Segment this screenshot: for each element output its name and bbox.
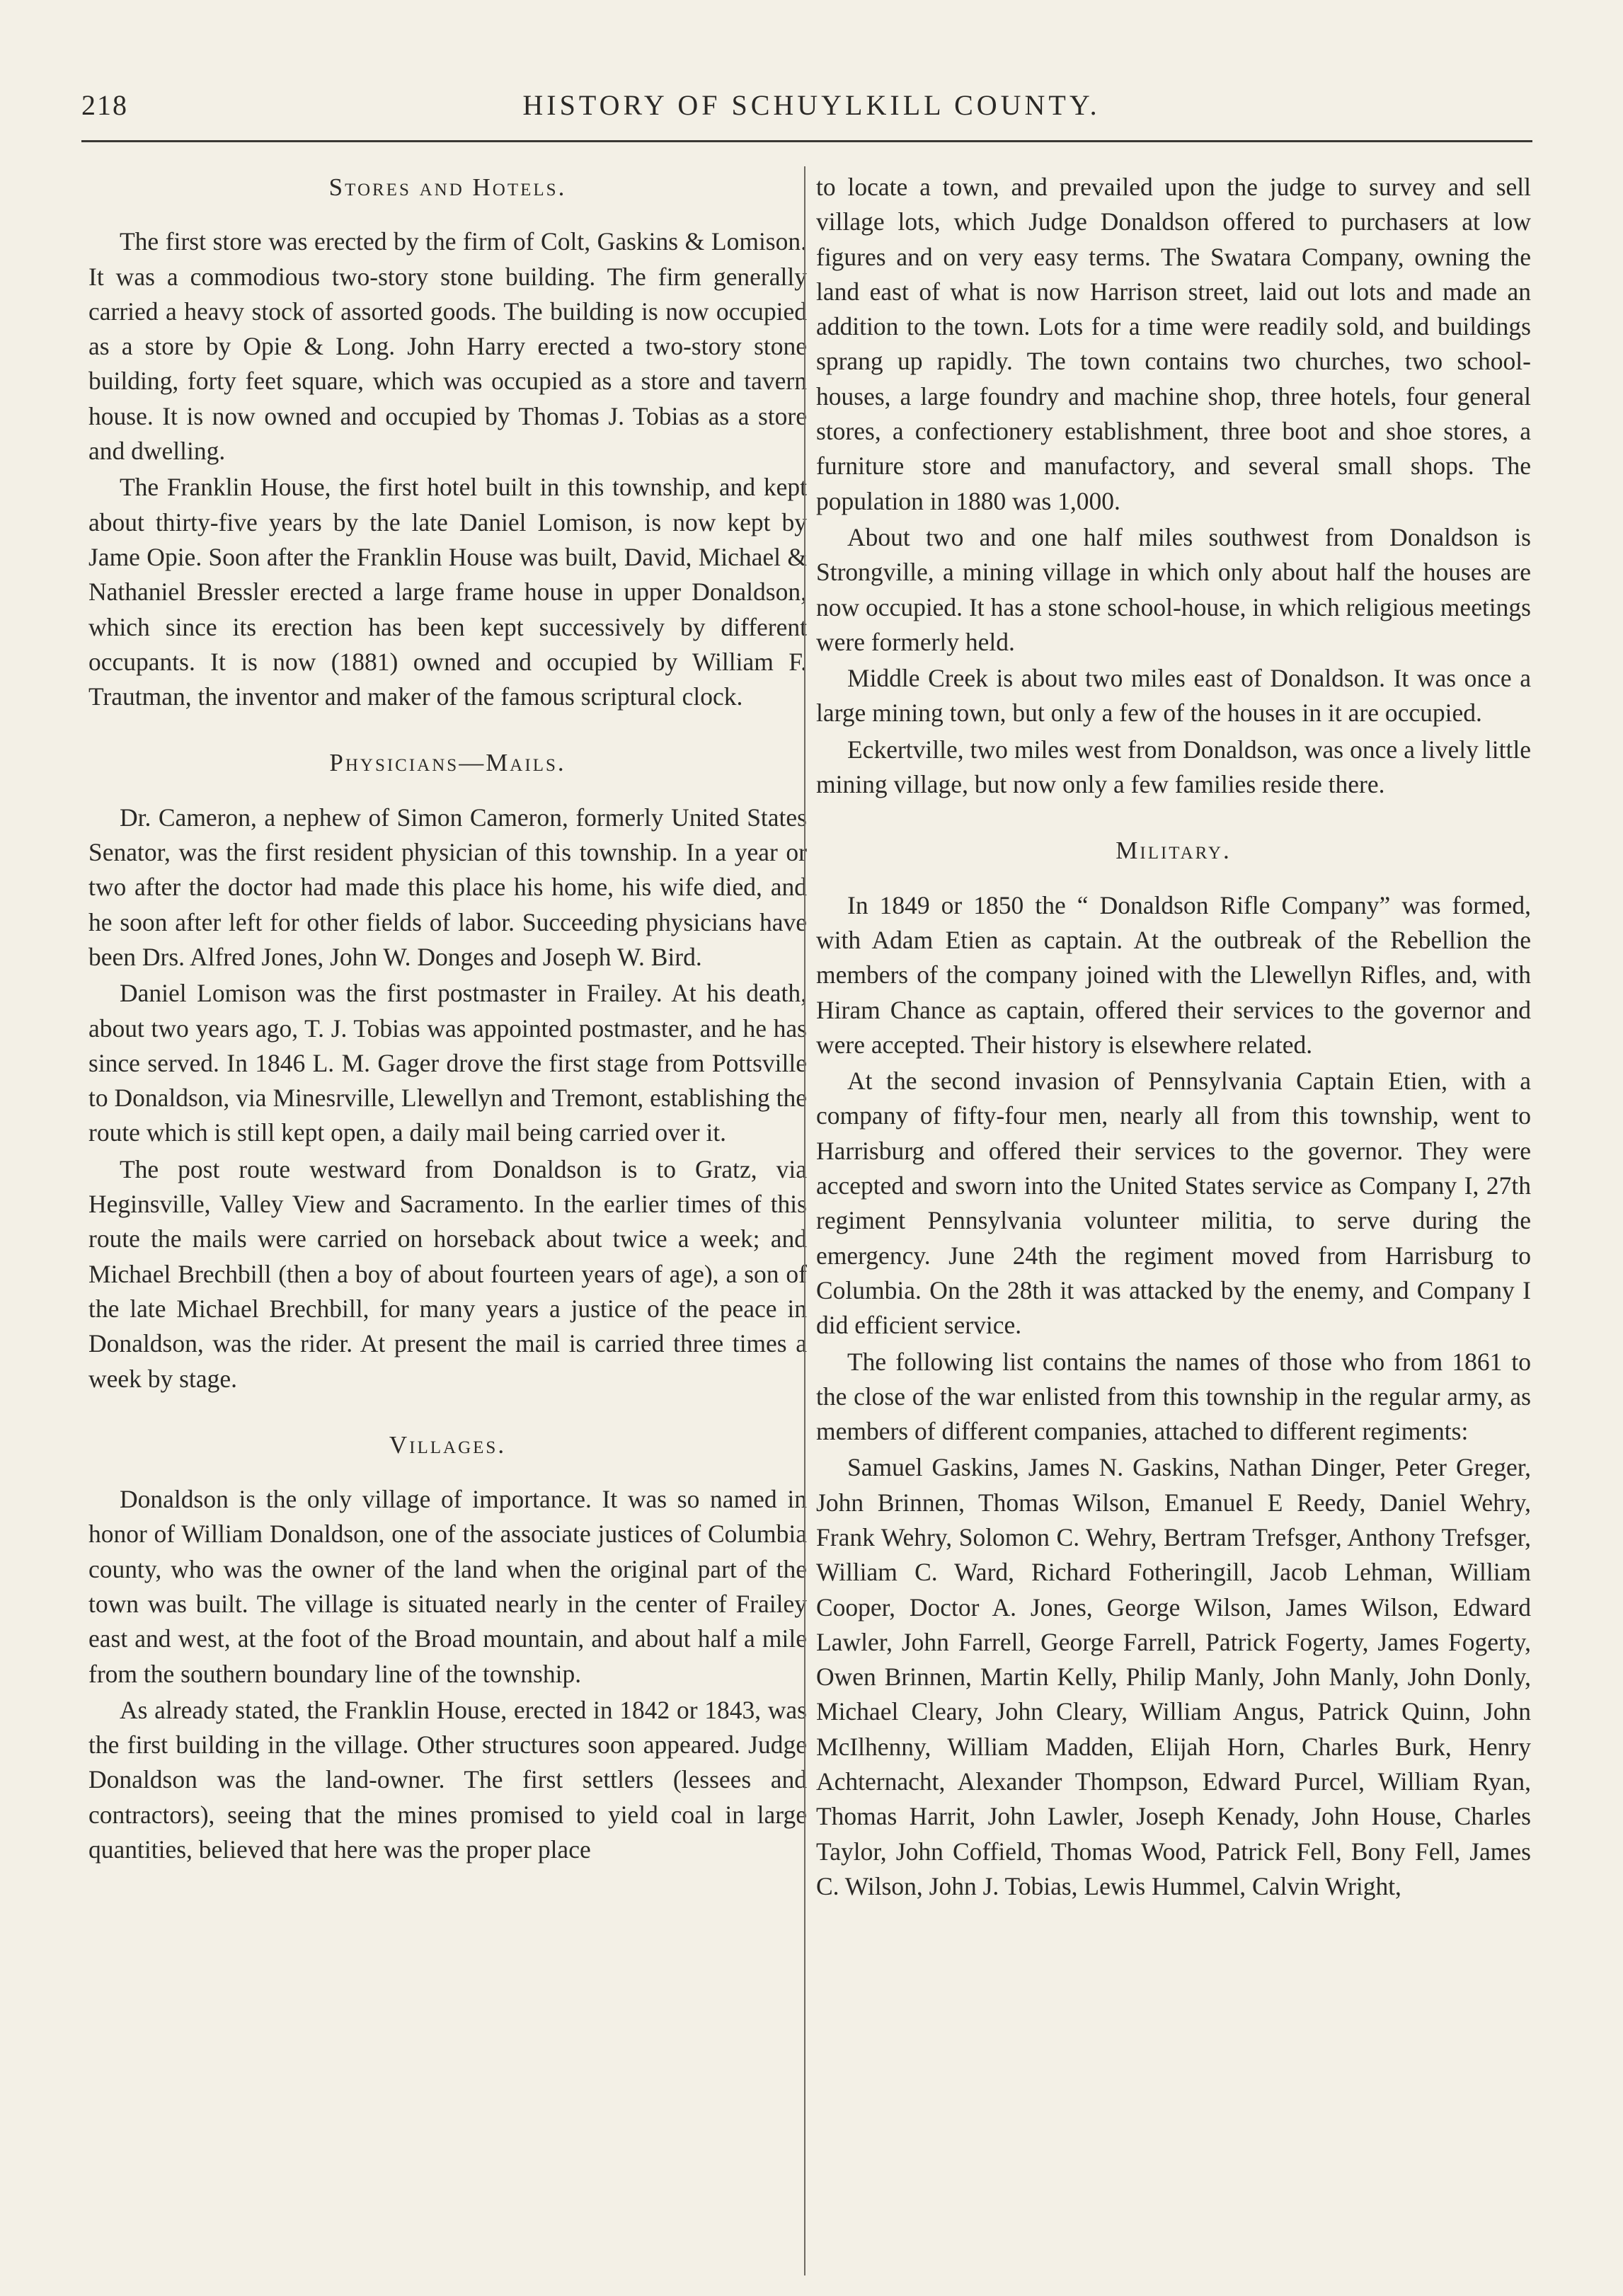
paragraph: The first store was erected by the firm of Colt, Gaskins & Lomison. It was a commodious two-story stone building. The firm generally carried a heavy stock of assorted goods. The building is now occupied as a store by Opie & Long. John Harry erected a two-story stone building, forty feet square, which was occupied as a store and tavern house. It is now owned and occupied by Thomas J. Tobias as a store and dwelling.	[88, 227, 807, 466]
paragraph-continued: to locate a town, and prevailed upon the judge to survey and sell village lots, which Judge Donaldson offered to purchasers at low figures and on very easy terms. The Swatara Company, owning the land east of what is now Harrison street, laid out lots and made an addition to the town. Lots for a time were readily sold, and buildings sprang up rapidly. The town contains two churches, two school-houses, a large foundry and machine shop, three hotels, four general stores, a confectionery establishment, three boot and shoe stores, a furniture store and manufactory, and several small shops. The population in 1880 was 1,000.	[816, 173, 1531, 515]
paragraph: As already stated, the Franklin House, erected in 1842 or 1843, was the first building in the village. Other structures soon appeared. Judge Donaldson was the land-owner. The first settlers (lessees and contractors), seeing that the mines promised to yield coal in large quantities, believed that here was the proper place	[88, 1695, 807, 1864]
paragraph: About two and one half miles southwest from Donaldson is Strongville, a mining village in which only about half the houses are now occupied. It has a stone school-house, in which religious meetings were formerly held.	[816, 522, 1531, 656]
page-number: 218	[81, 89, 128, 121]
running-title: HISTORY OF SCHUYLKILL COUNTY.	[522, 89, 1101, 121]
paragraph: Daniel Lomison was the first postmaster in Frailey. At his death, about two years ago, T. J. Tobias was appointed postmaster, and he has since served. In 1846 L. M. Gager drove the first stage from Pottsville to Donaldson, via Minesrville, Llewellyn and Tremont, establishing the route which is still kept open, a daily mail being carried over it.	[88, 979, 807, 1147]
paragraph: In 1849 or 1850 the “ Donaldson Rifle Company” was formed, with Adam Etien as captain. At the outbreak of the Rebellion the members of the company joined with the Llewellyn Rifles, and, with Hiram Chance as captain, offered their services to the governor and were accepted. Their history is elsewhere related.	[816, 890, 1531, 1059]
left-column	[88, 170, 807, 1869]
physicians-mails-heading: Physicians—Mails.	[329, 749, 566, 777]
header-rule	[81, 140, 1532, 142]
paragraph: Middle Creek is about two miles east of Donaldson. It was once a large mining town, but only a few of the houses in it are occupied.	[816, 664, 1531, 728]
military-heading: Military.	[1116, 837, 1232, 865]
right-column	[816, 170, 1531, 1905]
paragraph: Samuel Gaskins, James N. Gaskins, Nathan Dinger, Peter Greger, John Brinnen, Thomas Wilson, Emanuel E Reedy, Daniel Wehry, Frank Wehry, Solomon C. Wehry, Bertram Trefsger, Anthony Trefsger, William C. Ward, Richard Fotheringill, Jacob Lehman, William Cooper, Doctor A. Jones, George Wilson, James Wilson, Edward Lawler, John Farrell, George Farrell, Patrick Fogerty, James Fogerty, Owen Brinnen, Martin Kelly, Philip Manly, John Manly, John Donly, Michael Cleary, John Cleary, William Angus, Patrick Quinn, John McIlhenny, William Madden, Elijah Horn, Charles Burk, Henry Achternacht, Alexander Thompson, Edward Purcel, William Ryan, Thomas Harrit, John Lawler, Joseph Kenady, John House, Charles Taylor, John Coffield, Thomas Wood, Patrick Fell, Bony Fell, James C. Wilson, John J. Tobias, Lewis Hummel, Calvin Wright,	[816, 1453, 1531, 1900]
paragraph: The following list contains the names of those who from 1861 to the close of the war enlisted from this township in the regular army, as members of different companies, attached to different regiments:	[816, 1347, 1531, 1446]
column-divider	[804, 166, 805, 2275]
paragraph: Eckertville, two miles west from Donaldson, was once a lively little mining village, but now only a few families reside there.	[816, 735, 1531, 799]
paragraph: The Franklin House, the first hotel built in this township, and kept about thirty-five years by the late Daniel Lomison, is now kept by Jame Opie. Soon after the Franklin House was built, David, Michael & Nathaniel Bressler erected a large frame house in upper Donaldson, which since its erection has been kept successively by different occupants. It is now (1881) owned and occupied by William F. Trautman, the inventor and maker of the famous scriptural clock.	[88, 473, 807, 711]
paragraph: The post route westward from Donaldson is to Gratz, via Heginsville, Valley View and Sacramento. In the earlier times of this route the mails were carried on horseback about twice a week; and Michael Brechbill (then a boy of about fourteen years of age), a son of the late Michael Brechbill, for many years a justice of the peace in Donaldson, was the rider. At present the mail is carried three times a week by stage.	[88, 1154, 807, 1393]
stores-and-hotels-heading: Stores and Hotels.	[328, 173, 567, 201]
paragraph: Dr. Cameron, a nephew of Simon Cameron, formerly United States Senator, was the first resident physician of this township. In a year or two after the doctor had made this place his home, his wife died, and he soon after left for other fields of labor. Succeeding physicians have been Drs. Alfred Jones, John W. Donges and Joseph W. Bird.	[88, 803, 807, 971]
paragraph: At the second invasion of Pennsylvania Captain Etien, with a company of fifty-four men, nearly all from this township, went to Harrisburg and offered their services to the governor. They were accepted and sworn into the United States service as Company I, 27th regiment Pennsylvania volunteer militia, to serve during the emergency. June 24th the regiment moved from Harrisburg to Columbia. On the 28th it was attacked by the enemy, and Company I did efficient service.	[816, 1067, 1531, 1340]
paragraph: Donaldson is the only village of importance. It was so named in honor of William Donaldson, one of the associate justices of Columbia county, who was the owner of the land when the original part of the town was built. The village is situated nearly in the center of Frailey east and west, at the foot of the Broad mountain, and about half a mile from the southern boundary line of the township.	[88, 1485, 807, 1688]
villages-heading: Villages.	[389, 1430, 507, 1459]
